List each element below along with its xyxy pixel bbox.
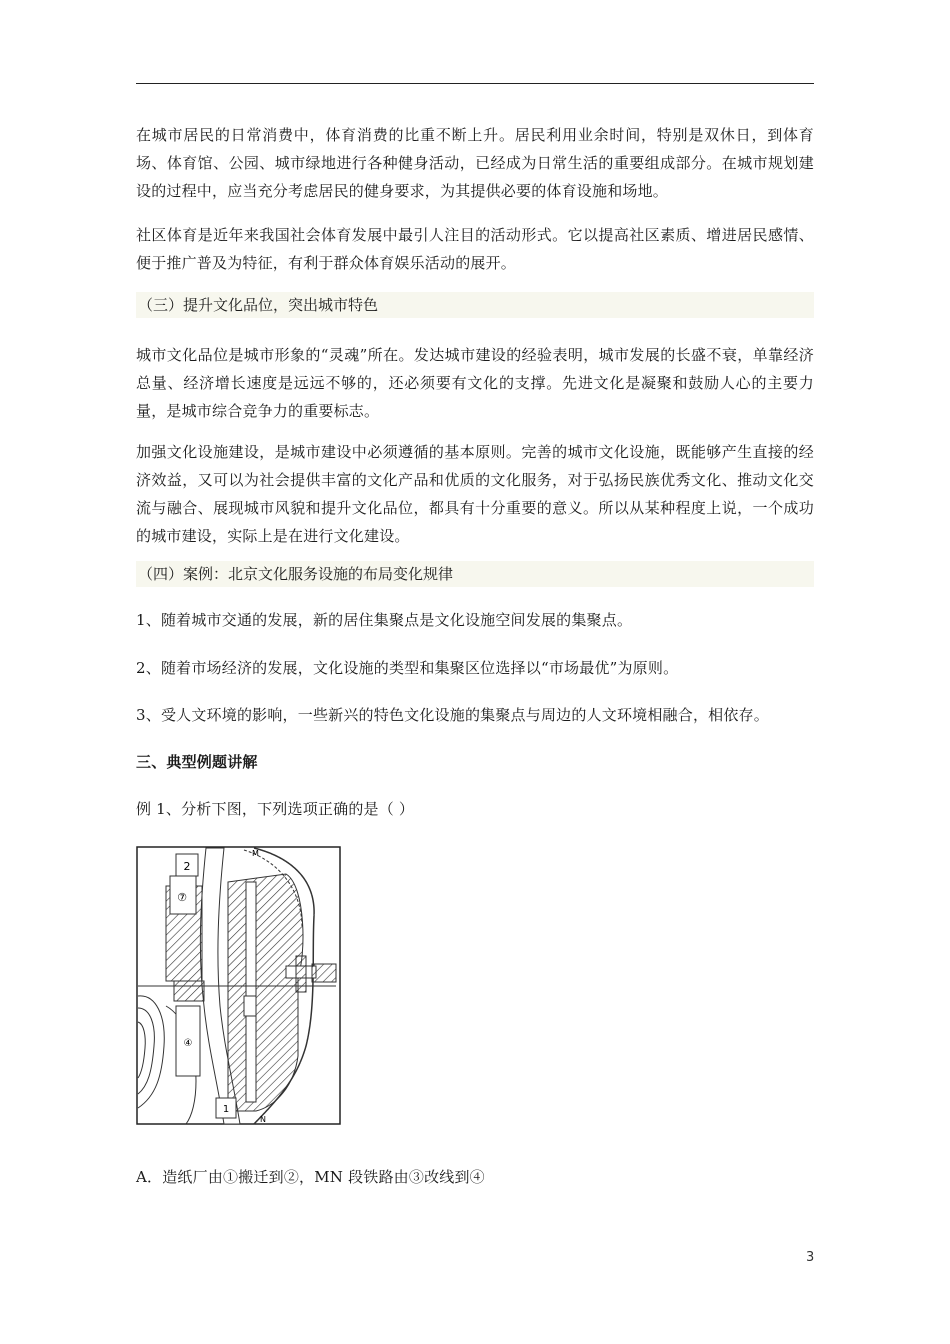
- header-rule: [136, 83, 814, 84]
- list-item-3: 3、受人文环境的影响，一些新兴的特色文化设施的集聚点与周边的人文环境相融合，相依存。: [136, 706, 769, 724]
- section-heading-beijing-case-text: （四）案例：北京文化服务设施的布局变化规律: [138, 565, 454, 583]
- east-station-wing: [296, 956, 306, 992]
- option-a: A．造纸厂由①搬迁到②，MN 段铁路由③改线到④: [136, 1168, 485, 1186]
- label-2: 2: [183, 860, 191, 873]
- page-number: 3: [806, 1250, 815, 1265]
- section-heading-culture: [136, 292, 814, 318]
- paragraph-community-sports: 社区体育是近年来我国社会体育发展中最引人注目的活动形式。它以提高社区素质、增进居民感情、便于推广普及为特征，有利于群众体育娱乐活动的展开。: [136, 226, 814, 272]
- list-item-1: 1、随着城市交通的发展，新的居住集聚点是文化设施空间发展的集聚点。: [136, 611, 633, 629]
- list-item-2: 2、随着市场经济的发展，文化设施的类型和集聚区位选择以“市场最优”为原则。: [136, 659, 679, 677]
- label-M: M: [252, 849, 259, 858]
- paragraph-sports-consumption: 在城市居民的日常消费中，体育消费的比重不断上升。居民利用业余时间，特别是双休日，到体育场、体育馆、公园、城市绿地进行各种健身活动，已经成为日常生活的重要组成部分。在城市规划建设的过程中，应当充分考虑居民的健身要求，为其提供必要的体育设施和场地。: [136, 126, 814, 200]
- hatched-city-core: [228, 874, 303, 1111]
- label-4: ④: [183, 1038, 193, 1049]
- paragraph-culture-facilities: 加强文化设施建设，是城市建设中必须遵循的基本原则。完善的城市文化设施，既能够产生直接的经济效益，又可以为社会提供丰富的文化产品和优质的文化服务，对于弘扬民族优秀文化、推动文化交流与融合、展现城市风貌和提升文化品位，都具有十分重要的意义。所以从某种程度上说，一个成功的城市建设，实际上是在进行文化建设。: [136, 443, 814, 545]
- label-N: N: [260, 1115, 266, 1124]
- label-1: 1: [222, 1104, 230, 1115]
- hatched-district: [174, 981, 204, 1001]
- example-question: 例 1、分析下图，下列选项正确的是（ ）: [136, 800, 415, 818]
- section-title-examples: 三、典型例题讲解: [136, 753, 258, 771]
- paragraph-city-culture: 城市文化品位是城市形象的“灵魂”所在。发达城市建设的经验表明，城市发展的长盛不衰，单靠经济总量、经济增长速度是远远不够的，还必须要有文化的支撑。先进文化是凝聚和鼓励人心的主要力量，是城市综合竞争力的重要标志。: [136, 346, 814, 420]
- section-heading-culture-text: （三）提升文化品位，突出城市特色: [138, 296, 379, 314]
- east-block: [312, 964, 336, 982]
- city-map-figure: [136, 846, 341, 1126]
- section-heading-beijing-case: [136, 561, 814, 587]
- label-7: ⑦: [177, 891, 187, 904]
- plaza: [244, 996, 256, 1016]
- central-road: [246, 882, 256, 1102]
